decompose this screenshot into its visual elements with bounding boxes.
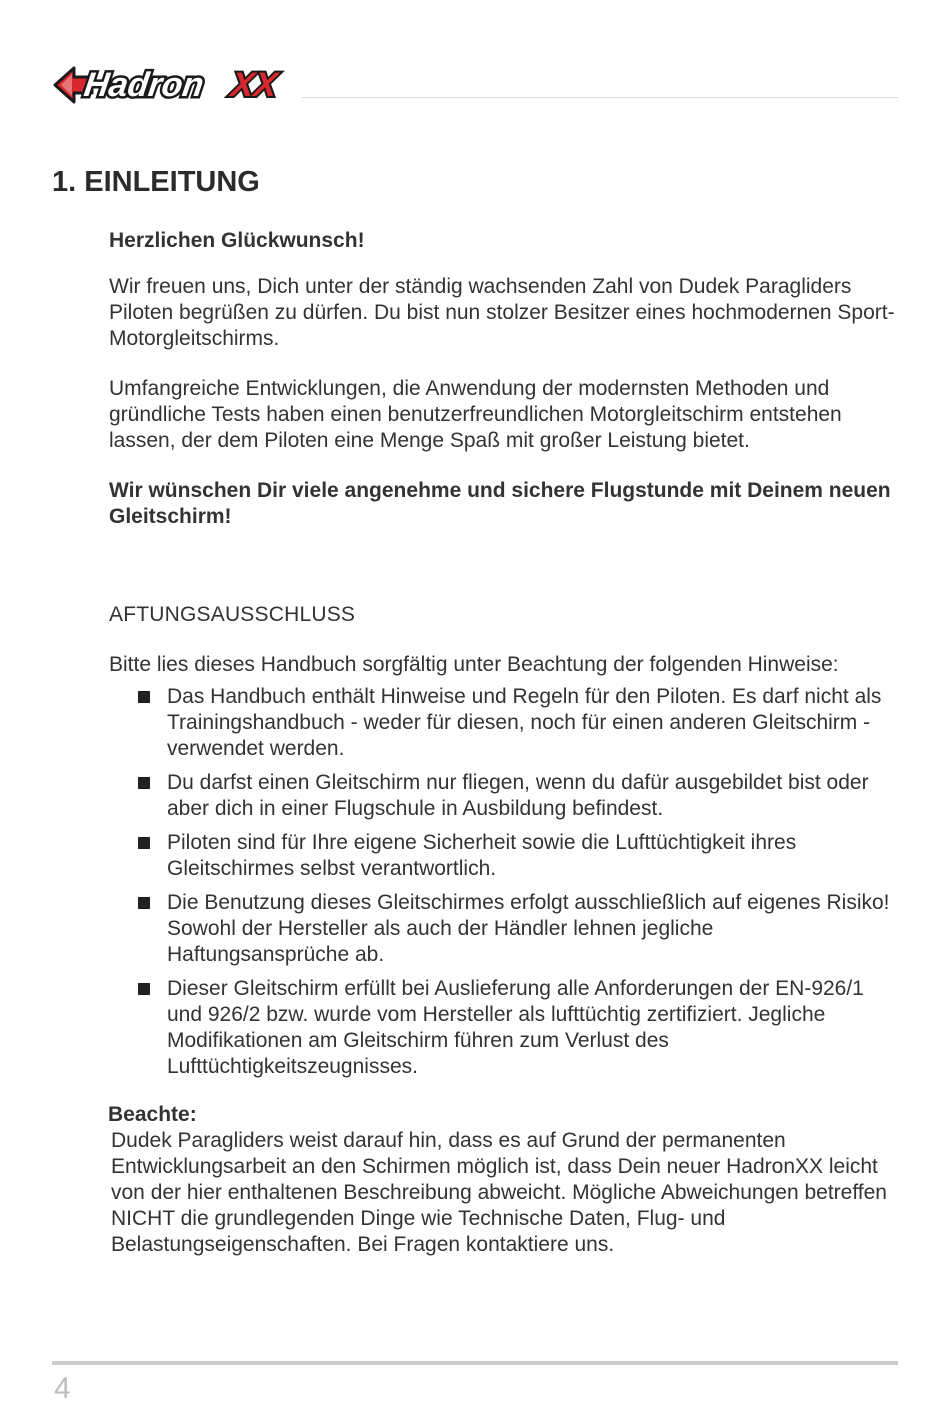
greeting: Herzlichen Glückwunsch! (109, 229, 365, 252)
list-item-text: Piloten sind für Ihre eigene Sicherheit sowie die Lufttüchtigkeit ihres Gleitschirmes selbst verantwortlich. (167, 831, 797, 880)
square-bullet-icon (138, 691, 150, 703)
list-item-text: Du darfst einen Gleitschirm nur fliegen, wenn du dafür ausgebildet bist oder aber dich in einer Flugschule in Ausbildung befindest. (167, 771, 869, 820)
svg-text:Hadron: Hadron (81, 66, 207, 104)
list-item (167, 684, 899, 762)
square-bullet-icon (138, 777, 150, 789)
development-paragraph: Umfangreiche Entwicklungen, die Anwendung der modernsten Methoden und gründliche Tests haben einen benutzerfreundlichen Motorgleitschirm entstehen lassen, der dem Piloten eine Menge Spaß mit großer Leistung bietet. (109, 377, 842, 452)
chapter-title: 1. EINLEITUNG (52, 166, 260, 198)
list-item (167, 770, 899, 822)
note-text: Dudek Paragliders weist darauf hin, dass es auf Grund der permanenten Entwicklungsarbeit an den Schirmen möglich ist, dass Dein neuer HadronXX leicht von der hier enthaltenen Beschreibung abweicht. Mögliche Abweichungen betreffen NICHT die grundlegenden Dinge wie Technische Daten, Flug- und Belastungseigenschaften. Bei Fragen kontaktiere uns. (111, 1129, 887, 1256)
page-number: 4 (54, 1372, 71, 1405)
footer-divider (52, 1361, 898, 1365)
wish-paragraph: Wir wünschen Dir viele angenehme und sichere Flugstunde mit Deinem neuen Gleitschirm! (109, 479, 891, 528)
square-bullet-icon (138, 897, 150, 909)
svg-text:XX: XX (228, 66, 280, 104)
list-item (167, 976, 899, 1080)
square-bullet-icon (138, 837, 150, 849)
page-body (109, 228, 899, 1258)
hadronxx-logo (52, 60, 298, 110)
disclaimer-list (109, 684, 899, 1080)
header-divider (302, 97, 898, 98)
intro-paragraph: Wir freuen uns, Dich unter der ständig wachsenden Zahl von Dudek Paragliders Piloten begrüßen zu dürfen. Du bist nun stolzer Besitzer eines hochmodernen Sport-Motorgleitschirms. (109, 275, 895, 350)
list-item-text: Dieser Gleitschirm erfüllt bei Auslieferung alle Anforderungen der EN-926/1 und 926/2 bzw. wurde vom Hersteller als lufttüchtig zertifiziert. Jegliche Modifikationen am Gleitschirm führen zum Verlust des Lufttüchtigkeitszeugnisses. (167, 977, 864, 1078)
list-item (167, 890, 899, 968)
note-heading: Beachte: (108, 1103, 197, 1126)
disclaimer-title: AFTUNGSAUSSCHLUSS (109, 603, 356, 626)
list-item (167, 830, 899, 882)
list-item-text: Die Benutzung dieses Gleitschirmes erfolgt ausschließlich auf eigenes Risiko! Sowohl der Hersteller als auch der Händler lehnen jegliche Haftungsansprüche ab. (167, 891, 890, 966)
page-header (52, 60, 898, 110)
disclaimer-intro: Bitte lies dieses Handbuch sorgfältig unter Beachtung der folgenden Hinweise: (109, 653, 839, 676)
list-item-text: Das Handbuch enthält Hinweise und Regeln für den Piloten. Es darf nicht als Trainingshandbuch - weder für diesen, noch für einen anderen Gleitschirm - verwendet werden. (167, 685, 882, 760)
square-bullet-icon (138, 983, 150, 995)
